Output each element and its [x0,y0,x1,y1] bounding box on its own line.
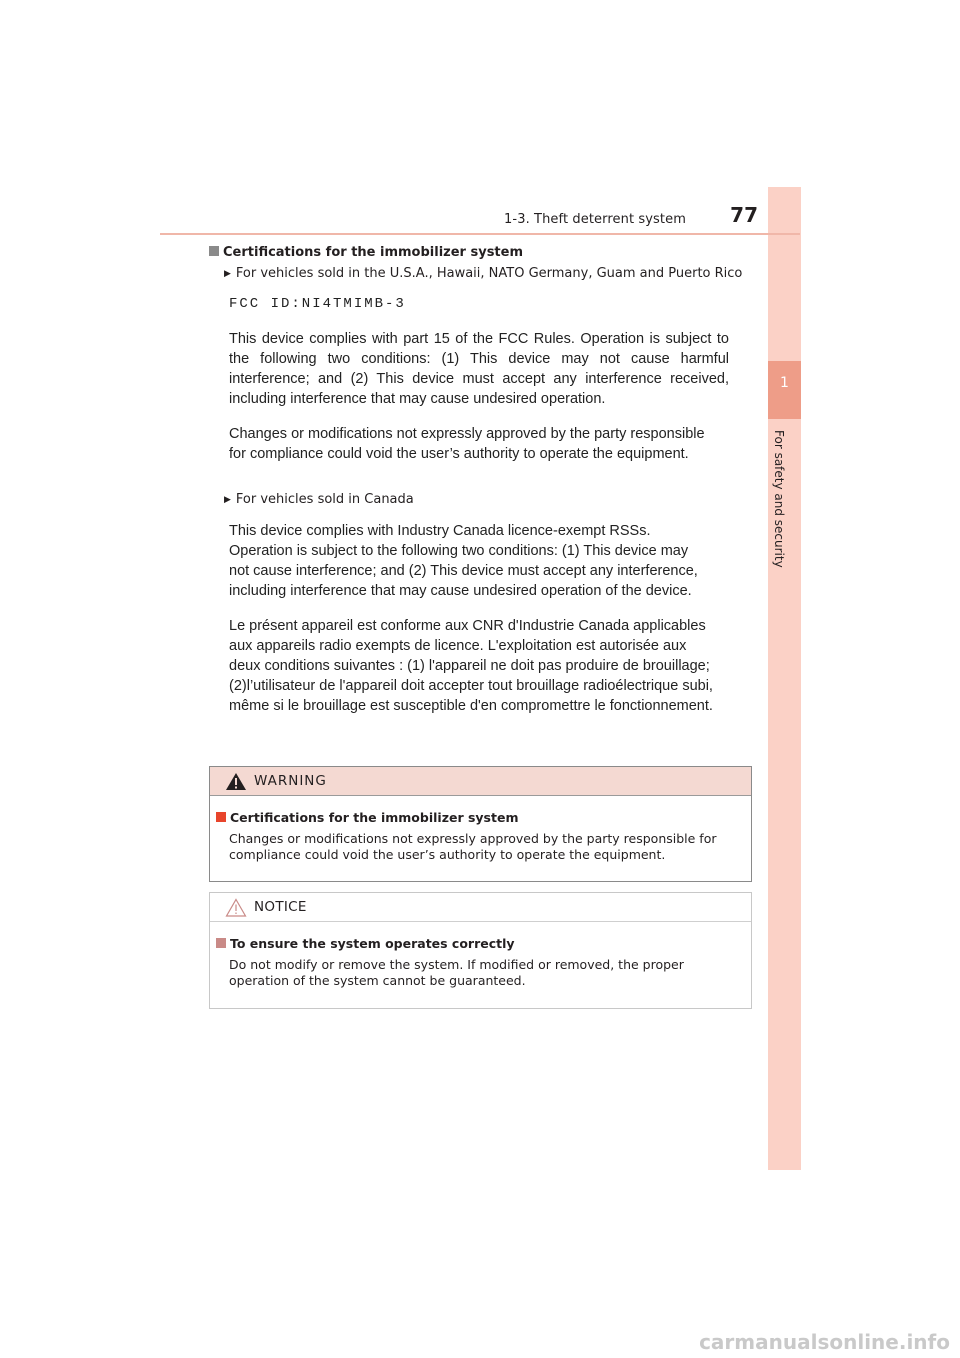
fcc-paragraph-2: Changes or modifications not expressly approved by the party responsible for compliance could void the user’s authority to operate the equipment. [229,426,705,462]
notice-item-text: Do not modify or remove the system. If modified or removed, the proper operation of the system cannot be guaranteed. [229,957,684,988]
square-bullet-icon [216,938,226,948]
notice-header [210,893,751,922]
warning-box [209,766,752,882]
triangle-bullet-icon: ▶ [224,495,231,505]
chapter-number: 1 [780,375,789,391]
triangle-bullet-icon: ▶ [224,269,231,279]
chapter-label: For safety and security [772,430,786,568]
notice-box [209,892,752,1009]
notice-item-title [216,936,515,951]
page-number: 77 [730,203,758,227]
warning-item-title-text: Certifications for the immobilizer system [230,810,519,825]
square-bullet-icon [209,246,219,256]
usa-item-text: For vehicles sold in the U.S.A., Hawaii, NATO Germany, Guam and Puerto Rico [235,266,743,281]
watermark: carmanualsonline.info [699,1330,950,1354]
canada-item [224,492,414,507]
warning-item-title [216,810,518,825]
warning-item-text: Changes or modifications not expressly approved by the party responsible for compliance could void the user’s authority to operate the equipment. [229,831,717,862]
fcc-paragraph-1: This device complies with part 15 of the FCC Rules. Operation is subject to the following two conditions: (1) This device may not cause harmful interference; and (2) This device must accept any interference received, including interference that may cause undesired operation. [229,331,729,407]
warning-header [210,767,751,796]
fcc-id: FCC ID:NI4TMIMB-3 [229,296,406,312]
caution-triangle-icon [225,898,247,917]
warning-triangle-icon [225,772,247,791]
fcc-label [229,294,729,464]
canada-paragraph-fr: Le présent appareil est conforme aux CNR d'Industrie Canada applicables aux appareils radio exempts de licence. L'exploitation est autorisée aux deux conditions suivantes : (1) l'appareil ne doit pas produire de brouillage; (2)l’utilisateur de l'appareil doit accepter tout brouillage radioélectrique subi, même si le brouillage est susceptible d'en compromettre le fonctionnement. [229,618,713,714]
section-heading [209,245,523,260]
page-header [160,200,800,236]
usa-item [224,266,742,281]
section-title: 1-3. Theft deterrent system [504,212,686,227]
notice-item-title-text: To ensure the system operates correctly [230,936,515,951]
side-strip [768,187,801,1170]
notice-title: NOTICE [254,899,307,915]
canada-paragraph-en: This device complies with Industry Canada licence-exempt RSSs. Operation is subject to the following two conditions: (1) This device may not cause interference; and (2) This device must accept any interference, including interference that may cause undesired operation of the device. [229,523,698,599]
section-heading-text: Certifications for the immobilizer system [223,245,524,260]
canada-item-text: For vehicles sold in Canada [235,492,414,507]
warning-title: WARNING [254,773,327,789]
canada-label [229,521,719,716]
header-rule [160,233,800,235]
square-bullet-icon [216,812,226,822]
